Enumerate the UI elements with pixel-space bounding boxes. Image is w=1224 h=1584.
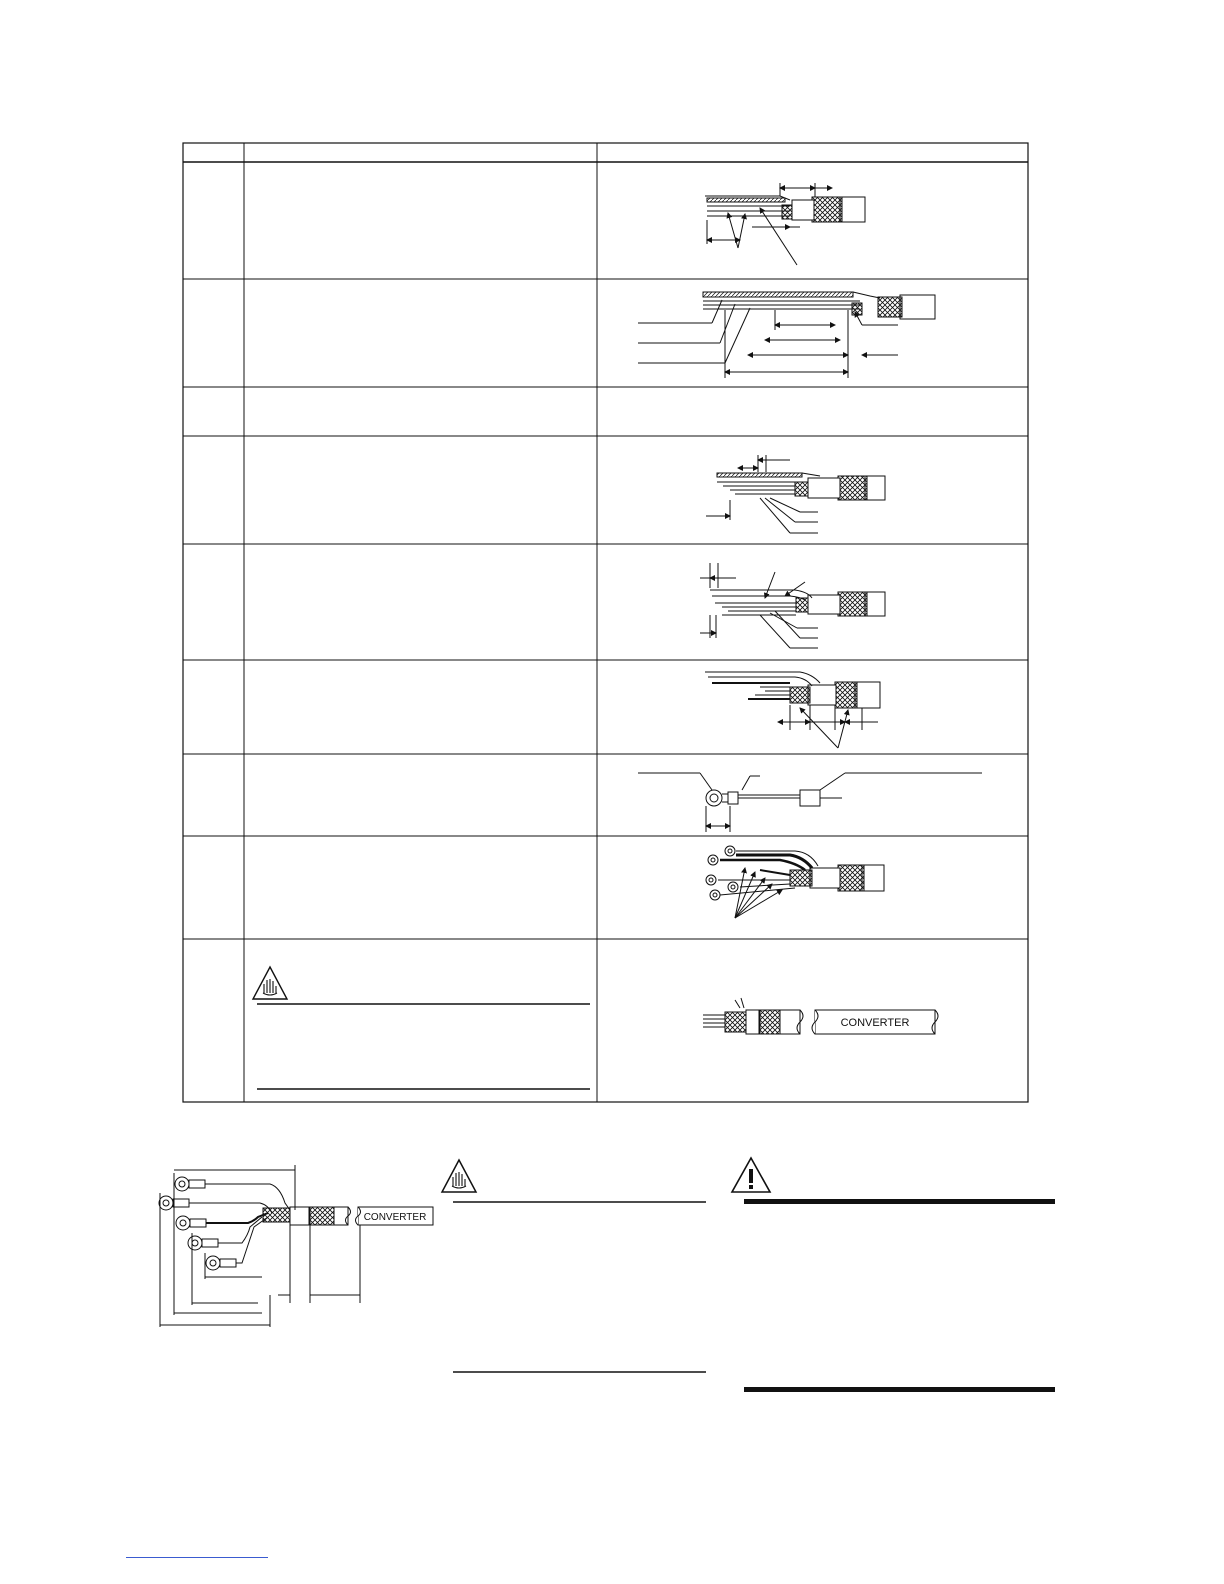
converter-label-step9: CONVERTER (840, 1017, 910, 1029)
step-9-diagram (703, 998, 938, 1034)
warning-notice (728, 1155, 1058, 1395)
step-8-diagram (706, 846, 884, 918)
step-1-diagram (705, 183, 865, 265)
step-7-diagram (638, 773, 982, 832)
step-4-diagram (706, 455, 885, 533)
warning-top-rule (744, 1199, 1055, 1204)
exclamation-warning-icon (732, 1158, 770, 1192)
cable-overview-diagram (150, 1155, 440, 1345)
table-frame (183, 143, 1028, 1102)
step-5-diagram (700, 563, 885, 648)
caution-notice (440, 1155, 710, 1385)
converter-label-overview: CONVERTER (363, 1212, 427, 1223)
hand-caution-icon (442, 1160, 476, 1192)
step-2-diagram (638, 292, 935, 378)
step-9-caution-block (253, 967, 590, 1089)
hand-caution-icon (253, 967, 287, 999)
warning-bottom-rule (744, 1387, 1055, 1392)
step-6-diagram (705, 672, 880, 748)
footer-link-underline[interactable] (126, 1557, 268, 1558)
